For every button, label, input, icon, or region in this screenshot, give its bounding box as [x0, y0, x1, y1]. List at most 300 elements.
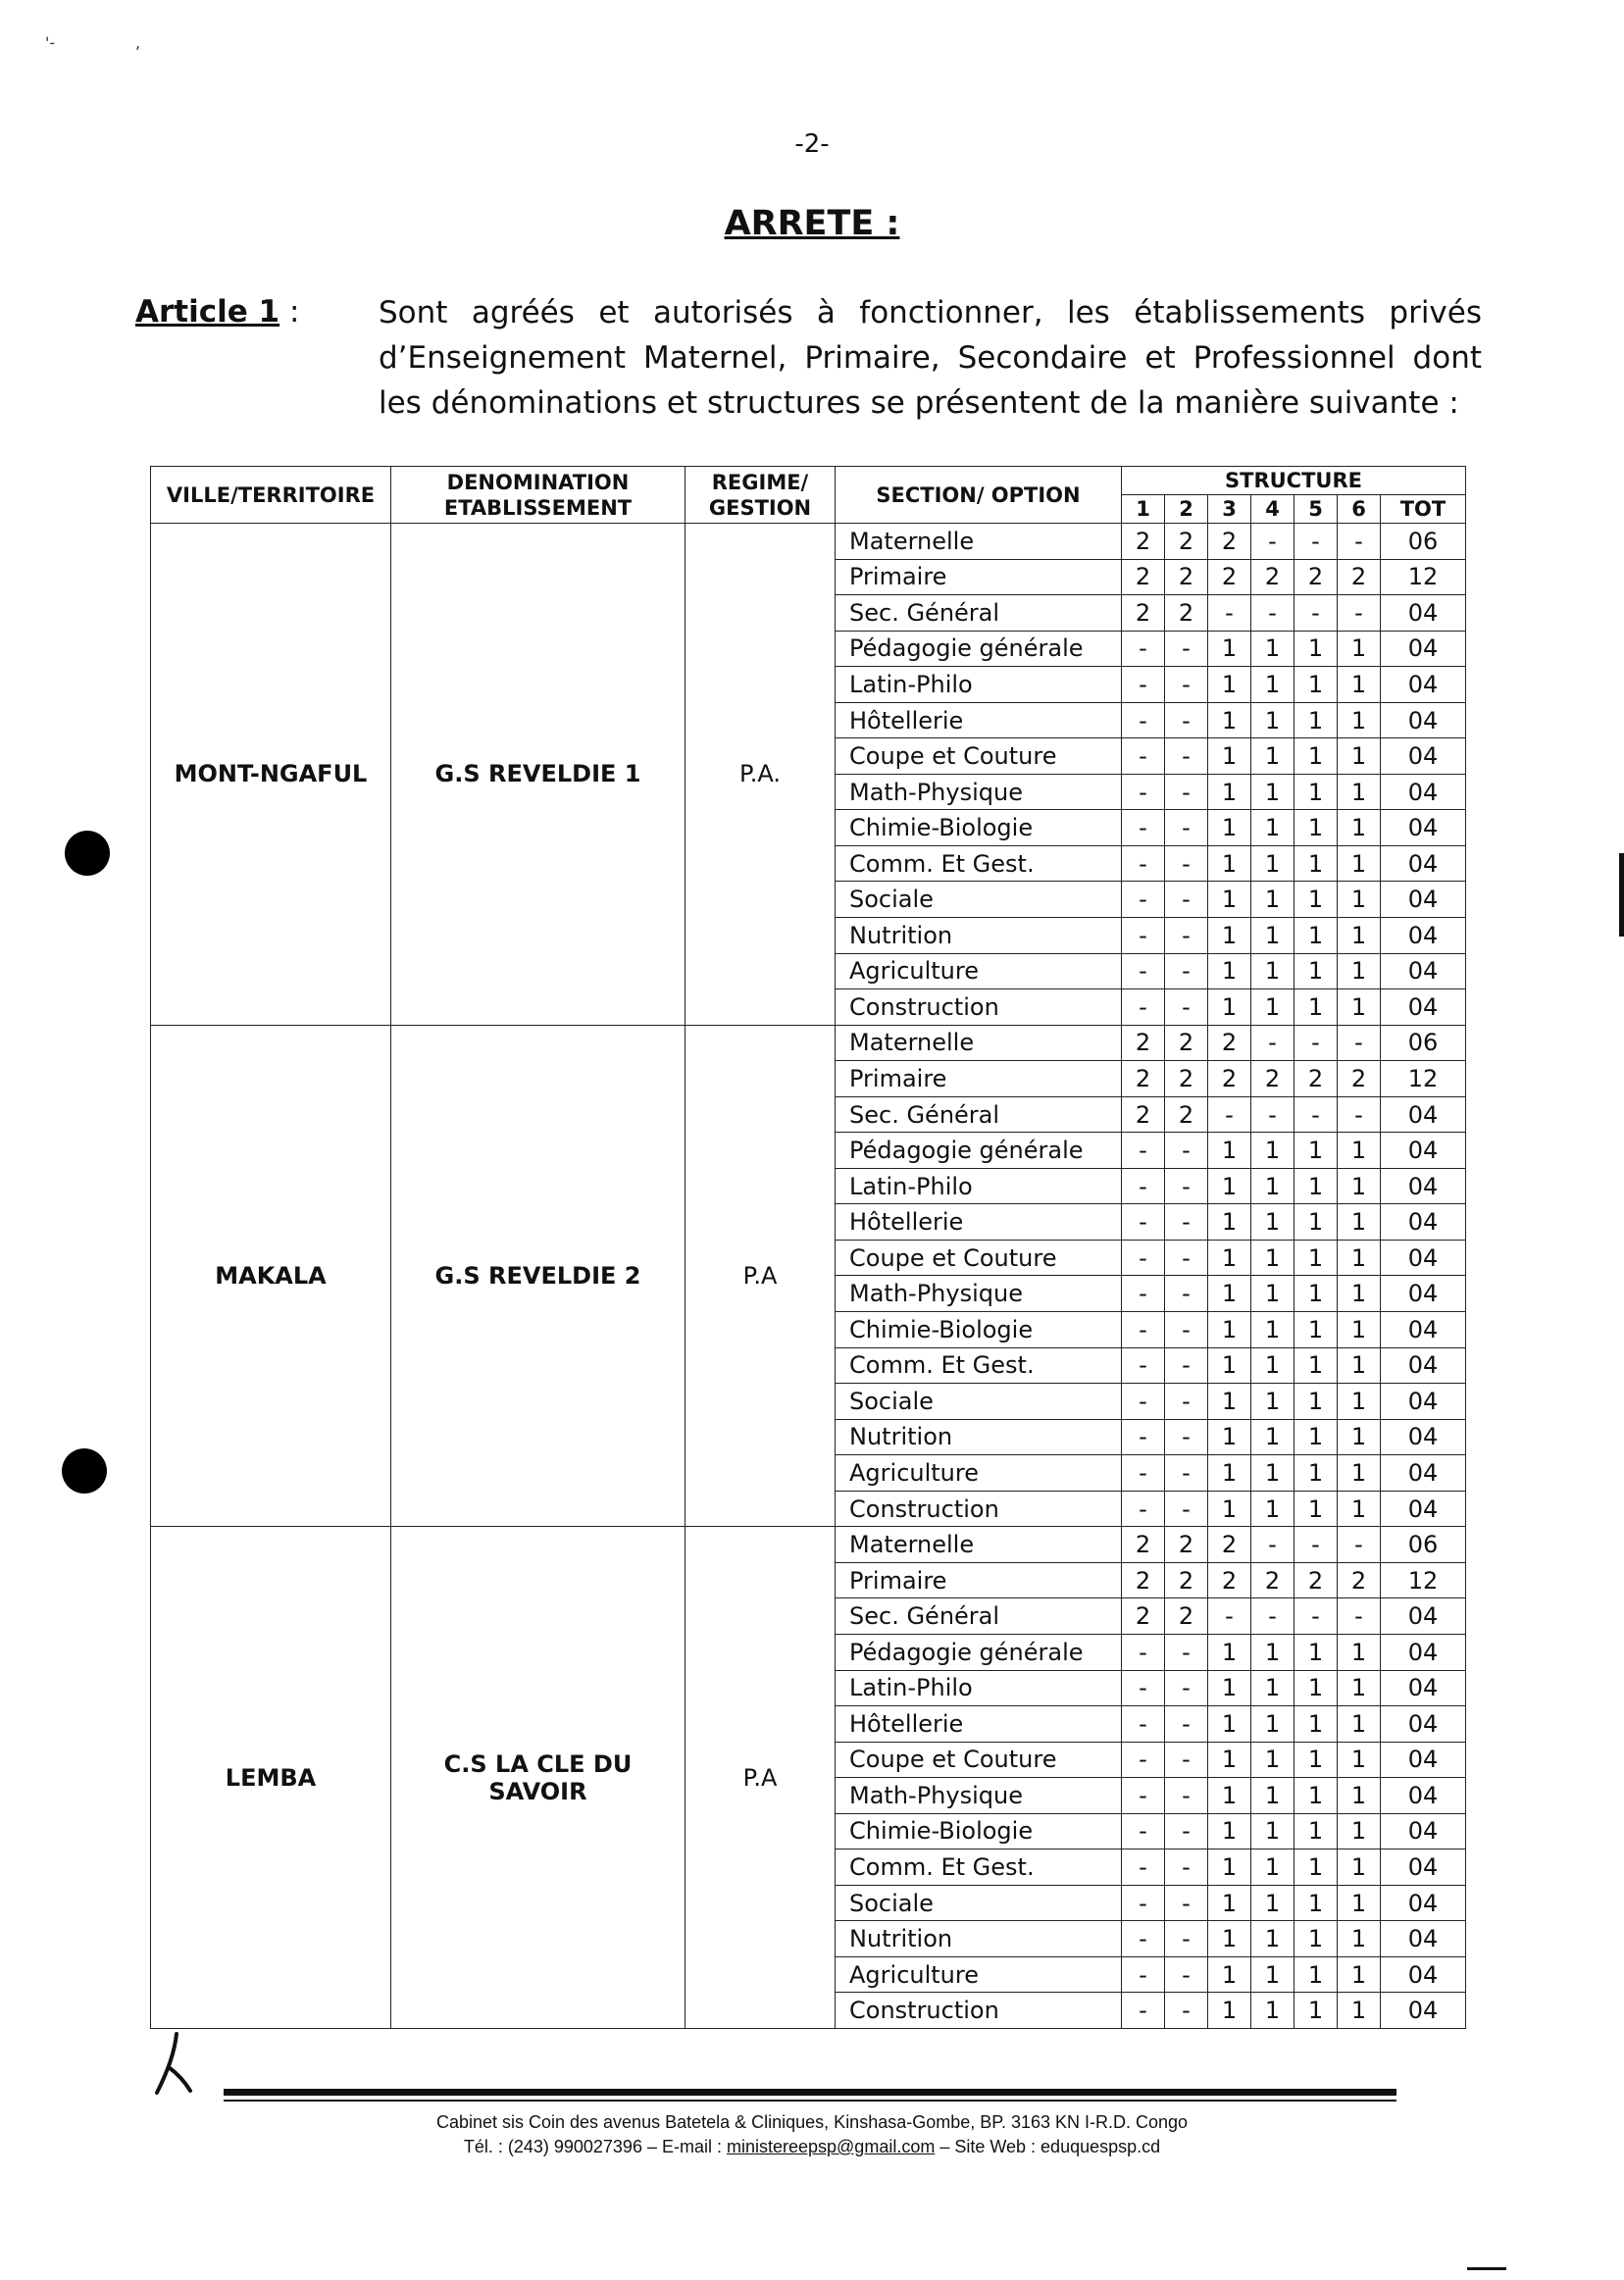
total-value: 04 — [1381, 1742, 1466, 1778]
option-label: Construction — [836, 1491, 1122, 1527]
year-value: 1 — [1208, 667, 1251, 703]
year-value: - — [1122, 953, 1165, 989]
year-value: 1 — [1251, 1491, 1294, 1527]
option-label: Sociale — [836, 1384, 1122, 1420]
year-value: - — [1122, 1921, 1165, 1957]
year-value: - — [1122, 774, 1165, 810]
article-text: Sont agréés et autorisés à fonctionner, les établissements privés d’Enseignement Maternel, Primaire, Secondaire et Professionnel dont les dénominations et structures se présentent de la manière suivante : — [379, 295, 1482, 421]
year-value: 1 — [1208, 1742, 1251, 1778]
total-value: 04 — [1381, 1849, 1466, 1886]
total-value: 04 — [1381, 1598, 1466, 1635]
option-label: Sec. Général — [836, 595, 1122, 632]
year-value: 2 — [1122, 1562, 1165, 1598]
year-value: 1 — [1208, 1849, 1251, 1886]
scan-edge-mark — [1619, 853, 1624, 937]
year-value: - — [1251, 1096, 1294, 1133]
year-value: 1 — [1338, 1813, 1381, 1849]
option-label: Math-Physique — [836, 1778, 1122, 1814]
group-regime: P.A. — [685, 524, 836, 1026]
option-label: Math-Physique — [836, 774, 1122, 810]
year-value: 1 — [1208, 702, 1251, 738]
year-value: 2 — [1122, 595, 1165, 632]
year-value: 1 — [1251, 1276, 1294, 1312]
year-value: - — [1122, 738, 1165, 775]
year-value: 2 — [1338, 559, 1381, 595]
option-label: Hôtellerie — [836, 702, 1122, 738]
total-value: 04 — [1381, 1096, 1466, 1133]
year-value: 1 — [1251, 845, 1294, 882]
year-value: 1 — [1208, 1885, 1251, 1921]
year-value: 1 — [1251, 1384, 1294, 1420]
header-ville: VILLE/TERRITOIRE — [151, 467, 391, 524]
year-value: 2 — [1294, 1061, 1338, 1097]
year-value: 1 — [1208, 1347, 1251, 1384]
year-value: 1 — [1338, 1778, 1381, 1814]
year-value: 1 — [1294, 1634, 1338, 1670]
year-value: 2 — [1165, 1527, 1208, 1563]
option-label: Hôtellerie — [836, 1706, 1122, 1743]
year-value: 1 — [1294, 1276, 1338, 1312]
year-value: 1 — [1208, 1778, 1251, 1814]
year-value: - — [1165, 631, 1208, 667]
year-value: - — [1122, 1491, 1165, 1527]
option-label: Primaire — [836, 1061, 1122, 1097]
year-value: 1 — [1338, 774, 1381, 810]
total-value: 04 — [1381, 702, 1466, 738]
option-label: Primaire — [836, 559, 1122, 595]
year-value: - — [1165, 1742, 1208, 1778]
group-denomination: G.S REVELDIE 2 — [391, 1025, 685, 1527]
year-value: 2 — [1122, 1025, 1165, 1061]
year-value: - — [1208, 1598, 1251, 1635]
year-value: 1 — [1294, 1993, 1338, 2029]
year-value: 1 — [1338, 1276, 1381, 1312]
year-value: 1 — [1208, 953, 1251, 989]
total-value: 04 — [1381, 1312, 1466, 1348]
total-value: 04 — [1381, 1921, 1466, 1957]
year-value: - — [1165, 845, 1208, 882]
year-value: 1 — [1338, 1849, 1381, 1886]
year-value: - — [1122, 1706, 1165, 1743]
option-label: Construction — [836, 1993, 1122, 2029]
year-value: - — [1122, 845, 1165, 882]
year-value: - — [1338, 524, 1381, 560]
year-value: - — [1122, 918, 1165, 954]
email-link[interactable]: ministereepsp@gmail.com — [726, 2137, 936, 2156]
footer-line-2: Tél. : (243) 990027396 – E-mail : ministereepsp@gmail.com – Site Web : eduquespsp.cd — [463, 2137, 1161, 2156]
year-value: 1 — [1251, 1885, 1294, 1921]
year-value: 1 — [1251, 1993, 1294, 2029]
year-value: 1 — [1338, 882, 1381, 918]
option-label: Sec. Général — [836, 1598, 1122, 1635]
group-ville: MONT-NGAFUL — [151, 524, 391, 1026]
year-value: 1 — [1251, 882, 1294, 918]
year-value: - — [1122, 1347, 1165, 1384]
option-label: Maternelle — [836, 524, 1122, 560]
option-label: Nutrition — [836, 1419, 1122, 1455]
year-value: 2 — [1165, 1025, 1208, 1061]
year-value: - — [1165, 1670, 1208, 1706]
table-row — [151, 1527, 1466, 1563]
year-value: - — [1165, 1634, 1208, 1670]
year-value: 1 — [1208, 989, 1251, 1026]
year-value: 1 — [1251, 667, 1294, 703]
total-value: 04 — [1381, 810, 1466, 846]
year-value: - — [1208, 1096, 1251, 1133]
option-label: Hôtellerie — [836, 1204, 1122, 1241]
year-value: 1 — [1208, 882, 1251, 918]
total-value: 04 — [1381, 1491, 1466, 1527]
year-value: 1 — [1208, 810, 1251, 846]
year-value: 1 — [1294, 1168, 1338, 1204]
year-value: - — [1122, 1312, 1165, 1348]
option-label: Nutrition — [836, 918, 1122, 954]
year-value: 1 — [1338, 1240, 1381, 1276]
year-value: 1 — [1208, 1455, 1251, 1492]
year-value: - — [1165, 953, 1208, 989]
year-value: - — [1122, 1455, 1165, 1492]
option-label: Math-Physique — [836, 1276, 1122, 1312]
year-value: - — [1338, 1096, 1381, 1133]
year-value: - — [1251, 1025, 1294, 1061]
year-value: 1 — [1338, 1455, 1381, 1492]
year-value: 1 — [1208, 1813, 1251, 1849]
year-value: 1 — [1208, 1168, 1251, 1204]
year-value: - — [1165, 1491, 1208, 1527]
year-value: 1 — [1208, 1240, 1251, 1276]
year-value: - — [1122, 1670, 1165, 1706]
total-value: 04 — [1381, 1384, 1466, 1420]
year-value: - — [1208, 595, 1251, 632]
option-label: Pédagogie générale — [836, 1133, 1122, 1169]
year-value: - — [1122, 667, 1165, 703]
year-value: - — [1165, 1168, 1208, 1204]
year-value: 1 — [1338, 918, 1381, 954]
option-label: Comm. Et Gest. — [836, 1347, 1122, 1384]
total-value: 04 — [1381, 989, 1466, 1026]
year-value: - — [1122, 1956, 1165, 1993]
year-value: - — [1122, 1168, 1165, 1204]
punch-hole — [62, 1448, 107, 1494]
year-value: 1 — [1338, 845, 1381, 882]
year-value: 1 — [1338, 667, 1381, 703]
year-value: 1 — [1208, 918, 1251, 954]
year-value: 1 — [1251, 953, 1294, 989]
footer-address — [0, 2110, 1624, 2159]
year-value: - — [1165, 1419, 1208, 1455]
year-value: 1 — [1294, 1384, 1338, 1420]
year-value: 2 — [1122, 524, 1165, 560]
option-label: Chimie-Biologie — [836, 810, 1122, 846]
year-value: 1 — [1208, 1204, 1251, 1241]
year-value: 1 — [1338, 1133, 1381, 1169]
year-value: 1 — [1208, 1706, 1251, 1743]
total-value: 04 — [1381, 1419, 1466, 1455]
header-regime: REGIME/ GESTION — [685, 467, 836, 524]
total-value: 04 — [1381, 1204, 1466, 1241]
year-value: 1 — [1294, 1706, 1338, 1743]
total-value: 04 — [1381, 667, 1466, 703]
year-value: 1 — [1338, 1384, 1381, 1420]
punch-hole — [65, 831, 110, 876]
total-value: 04 — [1381, 631, 1466, 667]
year-value: 1 — [1338, 1634, 1381, 1670]
total-value: 04 — [1381, 1168, 1466, 1204]
year-value: - — [1122, 1384, 1165, 1420]
option-label: Sociale — [836, 882, 1122, 918]
year-value: 1 — [1251, 1742, 1294, 1778]
year-value: 1 — [1294, 1813, 1338, 1849]
year-value: 1 — [1251, 1670, 1294, 1706]
year-value: 2 — [1122, 559, 1165, 595]
year-value: 2 — [1165, 1061, 1208, 1097]
total-value: 04 — [1381, 1706, 1466, 1743]
total-value: 06 — [1381, 524, 1466, 560]
year-value: 2 — [1165, 595, 1208, 632]
year-value: - — [1165, 667, 1208, 703]
option-label: Comm. Et Gest. — [836, 845, 1122, 882]
group-ville: MAKALA — [151, 1025, 391, 1527]
year-value: - — [1122, 1133, 1165, 1169]
year-value: 2 — [1165, 1598, 1208, 1635]
option-label: Chimie-Biologie — [836, 1312, 1122, 1348]
year-value: 1 — [1294, 989, 1338, 1026]
scan-speck: '‐ — [45, 33, 56, 52]
year-value: - — [1122, 1778, 1165, 1814]
scan-speck: , — [135, 33, 141, 52]
option-label: Maternelle — [836, 1025, 1122, 1061]
year-value: 1 — [1294, 918, 1338, 954]
header-year: 6 — [1338, 495, 1381, 524]
year-value: 1 — [1294, 702, 1338, 738]
year-value: 1 — [1251, 1419, 1294, 1455]
option-label: Pédagogie générale — [836, 1634, 1122, 1670]
year-value: 1 — [1208, 845, 1251, 882]
header-year: 5 — [1294, 495, 1338, 524]
total-value: 04 — [1381, 1634, 1466, 1670]
header-section: SECTION/ OPTION — [836, 467, 1122, 524]
table-row — [151, 524, 1466, 560]
year-value: 1 — [1251, 1778, 1294, 1814]
year-value: - — [1338, 1527, 1381, 1563]
option-label: Agriculture — [836, 953, 1122, 989]
total-value: 04 — [1381, 1778, 1466, 1814]
option-label: Pédagogie générale — [836, 631, 1122, 667]
year-value: - — [1251, 595, 1294, 632]
year-value: - — [1122, 1849, 1165, 1886]
year-value: 1 — [1338, 989, 1381, 1026]
year-value: - — [1122, 1885, 1165, 1921]
year-value: - — [1251, 1527, 1294, 1563]
year-value: 1 — [1338, 1956, 1381, 1993]
year-value: 1 — [1338, 1670, 1381, 1706]
year-value: 2 — [1338, 1562, 1381, 1598]
total-value: 04 — [1381, 1885, 1466, 1921]
total-value: 12 — [1381, 1562, 1466, 1598]
year-value: - — [1122, 989, 1165, 1026]
header-denomination: DENOMINATION ETABLISSEMENT — [391, 467, 685, 524]
year-value: 1 — [1338, 1993, 1381, 2029]
year-value: 2 — [1208, 559, 1251, 595]
year-value: - — [1338, 595, 1381, 632]
total-value: 04 — [1381, 1455, 1466, 1492]
footer-rule — [224, 2089, 1396, 2096]
year-value: - — [1165, 1849, 1208, 1886]
year-value: 1 — [1294, 1312, 1338, 1348]
year-value: 1 — [1251, 738, 1294, 775]
year-value: 1 — [1294, 738, 1338, 775]
year-value: - — [1122, 1634, 1165, 1670]
year-value: 1 — [1338, 1204, 1381, 1241]
year-value: - — [1294, 1527, 1338, 1563]
year-value: - — [1165, 1921, 1208, 1957]
page-number: -2- — [794, 129, 830, 159]
year-value: 2 — [1208, 524, 1251, 560]
year-value: - — [1165, 1240, 1208, 1276]
total-value: 04 — [1381, 738, 1466, 775]
year-value: 1 — [1294, 953, 1338, 989]
group-denomination: G.S REVELDIE 1 — [391, 524, 685, 1026]
year-value: 1 — [1294, 667, 1338, 703]
year-value: - — [1294, 1598, 1338, 1635]
year-value: 1 — [1338, 953, 1381, 989]
year-value: 2 — [1122, 1061, 1165, 1097]
year-value: 1 — [1251, 1849, 1294, 1886]
year-value: 2 — [1122, 1598, 1165, 1635]
option-label: Comm. Et Gest. — [836, 1849, 1122, 1886]
year-value: 2 — [1165, 559, 1208, 595]
total-value: 04 — [1381, 1670, 1466, 1706]
group-ville: LEMBA — [151, 1527, 391, 2029]
year-value: 1 — [1208, 1634, 1251, 1670]
year-value: - — [1294, 1025, 1338, 1061]
year-value: 1 — [1338, 1491, 1381, 1527]
year-value: 2 — [1251, 1562, 1294, 1598]
year-value: 1 — [1208, 738, 1251, 775]
option-label: Sociale — [836, 1885, 1122, 1921]
year-value: - — [1294, 1096, 1338, 1133]
year-value: - — [1165, 1455, 1208, 1492]
year-value: 1 — [1294, 1204, 1338, 1241]
year-value: 2 — [1338, 1061, 1381, 1097]
total-value: 04 — [1381, 1956, 1466, 1993]
year-value: 1 — [1294, 1778, 1338, 1814]
year-value: 1 — [1294, 810, 1338, 846]
total-value: 12 — [1381, 559, 1466, 595]
header-year: 4 — [1251, 495, 1294, 524]
year-value: 1 — [1251, 702, 1294, 738]
year-value: - — [1165, 918, 1208, 954]
option-label: Latin-Philo — [836, 1168, 1122, 1204]
year-value: 1 — [1294, 631, 1338, 667]
year-value: 1 — [1208, 1921, 1251, 1957]
option-label: Chimie-Biologie — [836, 1813, 1122, 1849]
year-value: - — [1165, 1204, 1208, 1241]
footer-line-1: Cabinet sis Coin des avenus Batetela & Cliniques, Kinshasa-Gombe, BP. 3163 KN I-R.D. Congo — [435, 2112, 1189, 2132]
year-value: - — [1165, 738, 1208, 775]
year-value: - — [1165, 1956, 1208, 1993]
option-label: Coupe et Couture — [836, 1742, 1122, 1778]
scan-corner-mark — [1467, 2267, 1506, 2270]
year-value: 1 — [1294, 1419, 1338, 1455]
year-value: 1 — [1251, 989, 1294, 1026]
year-value: 1 — [1208, 1419, 1251, 1455]
group-denomination: C.S LA CLE DU SAVOIR — [391, 1527, 685, 2029]
group-regime: P.A — [685, 1025, 836, 1527]
year-value: - — [1165, 1276, 1208, 1312]
year-value: 1 — [1251, 774, 1294, 810]
year-value: 1 — [1208, 1993, 1251, 2029]
year-value: 1 — [1251, 810, 1294, 846]
year-value: - — [1165, 702, 1208, 738]
year-value: 1 — [1251, 1312, 1294, 1348]
year-value: - — [1165, 1993, 1208, 2029]
total-value: 04 — [1381, 774, 1466, 810]
group-regime: P.A — [685, 1527, 836, 2029]
year-value: 1 — [1338, 1706, 1381, 1743]
year-value: 1 — [1251, 1347, 1294, 1384]
year-value: 1 — [1208, 1276, 1251, 1312]
header-year: 3 — [1208, 495, 1251, 524]
year-value: 1 — [1338, 1419, 1381, 1455]
total-value: 04 — [1381, 1240, 1466, 1276]
year-value: 1 — [1294, 1240, 1338, 1276]
footer-rule-thin — [224, 2100, 1396, 2102]
year-value: - — [1122, 810, 1165, 846]
year-value: 1 — [1208, 1491, 1251, 1527]
year-value: - — [1122, 1993, 1165, 2029]
year-value: - — [1294, 524, 1338, 560]
year-value: - — [1122, 1240, 1165, 1276]
year-value: 1 — [1208, 1384, 1251, 1420]
year-value: 1 — [1294, 1742, 1338, 1778]
year-value: 1 — [1338, 1742, 1381, 1778]
year-value: 1 — [1294, 1455, 1338, 1492]
header-year: 1 — [1122, 495, 1165, 524]
year-value: - — [1122, 1276, 1165, 1312]
year-value: 2 — [1251, 559, 1294, 595]
year-value: - — [1338, 1598, 1381, 1635]
year-value: 1 — [1294, 1670, 1338, 1706]
year-value: - — [1165, 1133, 1208, 1169]
year-value: 2 — [1165, 524, 1208, 560]
total-value: 04 — [1381, 1133, 1466, 1169]
year-value: 1 — [1294, 1885, 1338, 1921]
header-year: 2 — [1165, 495, 1208, 524]
year-value: 1 — [1208, 631, 1251, 667]
total-value: 04 — [1381, 953, 1466, 989]
total-value: 04 — [1381, 1993, 1466, 2029]
year-value: 2 — [1208, 1025, 1251, 1061]
handwritten-initial — [147, 2030, 206, 2099]
year-value: 1 — [1338, 631, 1381, 667]
year-value: 2 — [1122, 1096, 1165, 1133]
option-label: Agriculture — [836, 1455, 1122, 1492]
year-value: 1 — [1338, 702, 1381, 738]
year-value: 1 — [1294, 1491, 1338, 1527]
total-value: 12 — [1381, 1061, 1466, 1097]
year-value: - — [1165, 1312, 1208, 1348]
year-value: - — [1122, 631, 1165, 667]
year-value: 2 — [1294, 1562, 1338, 1598]
year-value: 1 — [1251, 1204, 1294, 1241]
option-label: Primaire — [836, 1562, 1122, 1598]
year-value: - — [1122, 1742, 1165, 1778]
year-value: 1 — [1294, 1347, 1338, 1384]
year-value: - — [1165, 882, 1208, 918]
total-value: 04 — [1381, 1276, 1466, 1312]
year-value: 1 — [1251, 1706, 1294, 1743]
